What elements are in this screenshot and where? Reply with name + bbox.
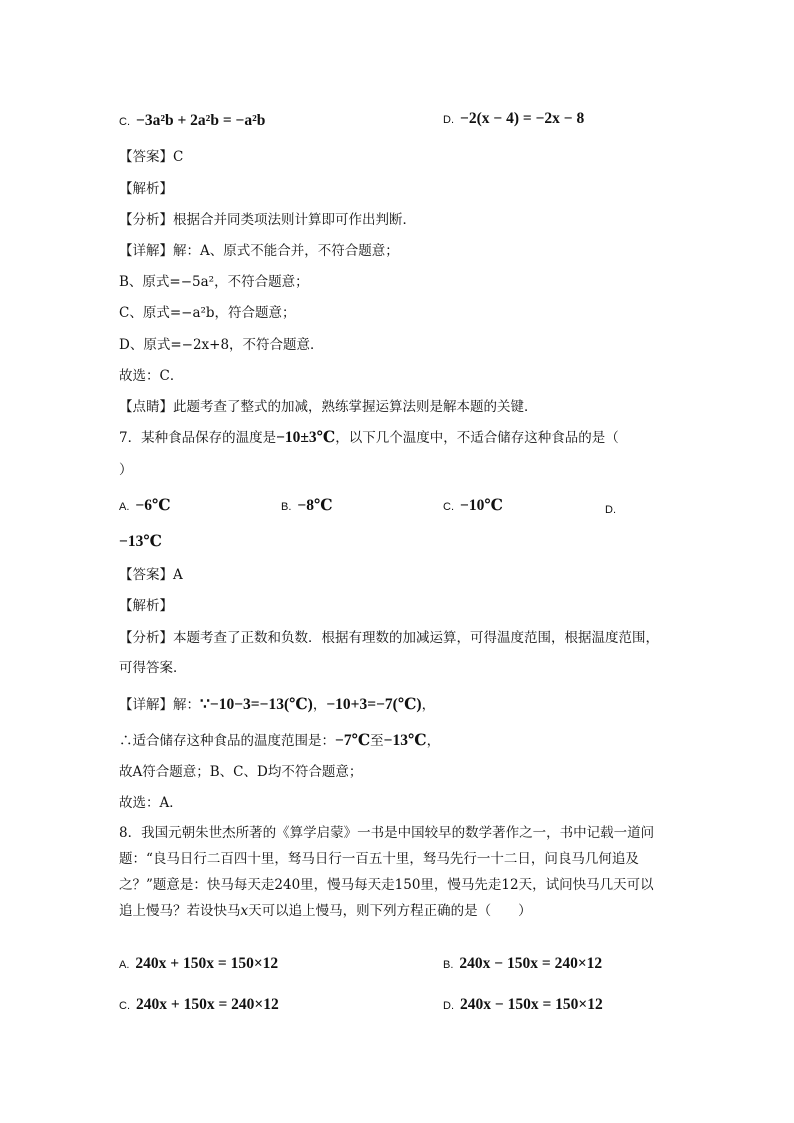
option-expression: −2(x − 4) = −2x − 8 — [460, 110, 585, 127]
option-label: B. — [443, 959, 454, 971]
q7-detail-text: ， — [312, 697, 327, 713]
q6-choice: 故选：C． — [119, 368, 184, 384]
q6-analysis-title: 【解析】 — [119, 181, 173, 197]
q6-detail-a: 【详解】解：A、原式不能合并，不符合题意； — [119, 243, 399, 259]
q8-stem — [119, 820, 659, 924]
q7-detail-text: ， — [421, 697, 436, 713]
q7-therefore-text: ∴适合储存这种食品的温度范围是： — [119, 733, 335, 749]
option-label: D. — [443, 1000, 454, 1012]
option-label: D. — [605, 504, 616, 516]
q7-detail-math-2: −10+3=−7(℃) — [326, 696, 422, 713]
q8-option-b — [443, 953, 602, 973]
option-label: C. — [119, 1000, 130, 1012]
q7-therefore-math-2: −13℃ — [383, 732, 427, 749]
option-expression: 240x − 150x = 240×12 — [459, 955, 603, 972]
q7-therefore-text: ， — [426, 733, 441, 749]
q8-stem-text: 8．我国元朝朱世杰所著的《算学启蒙》一书是中国较早的数学著作之一，书中记载一道问题：“良马日行二百四十里，驽马日行一百五十里，驽马先行一十二日，问良马几何追及之？”题意是：快马每天走240里，慢马每天走150里，慢马先走12天，试问快马几天可以追上慢马？若设快马 — [119, 825, 655, 919]
q6-answer: 【答案】C — [119, 149, 184, 165]
q7-stem-line2: ） — [119, 462, 133, 478]
option-expression: 240x + 150x = 150×12 — [135, 955, 279, 972]
q7-detail-math-1: ∵−10−3=−13(℃) — [200, 696, 313, 713]
option-label: A. — [119, 501, 130, 513]
option-label: A. — [119, 959, 130, 971]
q8-stem-tail: 天可以追上慢马，则下列方程正确的是（ ） — [248, 903, 532, 919]
q7-choice: 故选：A． — [119, 795, 183, 811]
q6-dianjing: 【点睛】此题考查了整式的加减，熟练掌握运算法则是解本题的关键． — [119, 399, 538, 415]
q6-option-c — [119, 110, 265, 130]
q7-option-c — [443, 495, 503, 515]
option-label: B. — [281, 501, 292, 513]
option-label: C. — [119, 116, 130, 128]
option-expression: −10℃ — [460, 497, 503, 514]
q7-fenxi-line2: 可得答案． — [119, 660, 187, 676]
q8-option-c — [119, 994, 279, 1014]
q7-option-d — [605, 498, 622, 517]
q6-detail-d: D、原式=−2x+8，不符合题意． — [119, 337, 324, 353]
option-label: C. — [443, 501, 454, 513]
q6-detail-b: B、原式=−5a²，不符合题意； — [119, 274, 309, 290]
q7-therefore-math-1: −7℃ — [335, 732, 371, 749]
option-label: D. — [443, 114, 454, 126]
q7-stem-text: ，以下几个温度中，不适合储存这种食品的是（ — [335, 430, 619, 446]
q7-stem-math: −10±3℃ — [276, 429, 336, 446]
q7-answer: 【答案】A — [119, 567, 183, 583]
option-expression: −8℃ — [297, 497, 333, 514]
q7-analysis-title: 【解析】 — [119, 598, 173, 614]
q7-option-b — [281, 495, 333, 515]
option-expression: −6℃ — [135, 497, 171, 514]
q6-fenxi: 【分析】根据合并同类项法则计算即可作出判断． — [119, 212, 416, 228]
q7-option-a — [119, 495, 171, 515]
q7-therefore — [119, 729, 440, 750]
q8-option-a — [119, 953, 278, 973]
q7-stem-text: 7．某种食品保存的温度是 — [119, 430, 277, 446]
q6-option-d — [443, 108, 584, 128]
q7-fenxi-line1: 【分析】本题考查了正数和负数．根据有理数的加减运算，可得温度范围，根据温度范围， — [119, 630, 659, 646]
option-expression: −3a²b + 2a²b = −a²b — [136, 112, 266, 129]
q7-therefore-text: 至 — [370, 733, 384, 749]
q7-detail-text: 【详解】解： — [119, 697, 200, 713]
option-expression: 240x + 150x = 240×12 — [136, 996, 279, 1013]
q7-detail — [119, 693, 435, 714]
q7-option-d-value — [119, 531, 162, 551]
q8-option-d — [443, 994, 603, 1014]
option-expression: −13℃ — [119, 533, 162, 550]
q8-stem-variable: x — [240, 903, 249, 919]
q7-conclusion: 故A符合题意；B、C、D均不符合题意； — [119, 764, 363, 780]
option-expression: 240x − 150x = 150×12 — [460, 996, 603, 1013]
q7-stem — [119, 426, 619, 447]
q6-detail-c: C、原式=−a²b，符合题意； — [119, 305, 296, 321]
